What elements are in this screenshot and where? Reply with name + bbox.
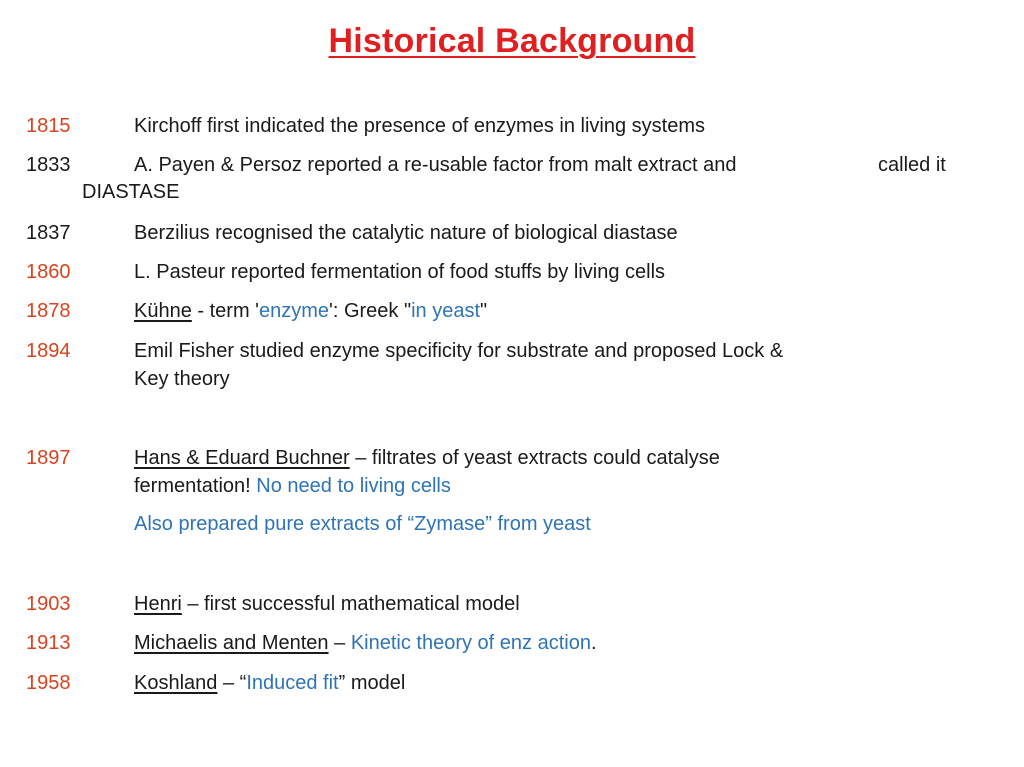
year-label: 1815	[26, 115, 71, 137]
highlight-text: Also prepared pure extracts of “Zymase” from yeast	[134, 513, 591, 535]
year-label: 1878	[26, 300, 71, 322]
highlight-text: No need to living cells	[256, 475, 451, 497]
text-segment: "	[480, 300, 488, 322]
highlight-text: Induced fit	[246, 672, 339, 694]
entry-text: L. Pasteur reported fermentation of food stuffs by living cells	[134, 261, 666, 283]
text-segment: .	[590, 632, 597, 654]
year-label: 1894	[26, 340, 71, 362]
text-segment: ': Greek "	[329, 300, 412, 322]
year-label: 1913	[26, 632, 71, 654]
entry-text	[134, 590, 520, 618]
year-label: 1833	[26, 154, 71, 176]
entry-text	[134, 444, 720, 472]
text-segment: - term '	[191, 300, 259, 322]
year-label: 1958	[26, 672, 71, 694]
text-segment: – first successful mathematical model	[181, 593, 520, 615]
year-label: 1903	[26, 593, 71, 615]
entry-text: Emil Fisher studied enzyme specificity for substrate and proposed Lock &	[134, 340, 784, 362]
highlight-text: in yeast	[411, 300, 481, 322]
year-label: 1860	[26, 261, 71, 283]
entry-text: A. Payen & Persoz reported a re-usable factor from malt extract and	[134, 154, 737, 176]
page-title: Historical Background	[328, 22, 696, 60]
scientist-name: Michaelis and Menten	[134, 632, 329, 654]
text-segment: fermentation!	[134, 475, 257, 497]
text-segment: –	[328, 632, 351, 654]
scientist-name: Kühne	[134, 300, 192, 322]
entry-text-right: called it	[878, 154, 946, 176]
entry-text	[134, 297, 487, 325]
entry-text: Berzilius recognised the catalytic nature of biological diastase	[134, 222, 678, 244]
entry-text	[134, 669, 405, 697]
entry-text-cont: DIASTASE	[82, 181, 180, 203]
year-label: 1837	[26, 222, 71, 244]
highlight-text: Kinetic theory of enz action	[350, 632, 591, 654]
scientist-name: Koshland	[134, 672, 218, 694]
entry-text-cont: Key theory	[134, 368, 230, 390]
scientist-name: Hans & Eduard Buchner	[134, 447, 350, 469]
year-label: 1897	[26, 447, 71, 469]
text-segment: ” model	[338, 672, 406, 694]
scientist-name: Henri	[134, 593, 182, 615]
highlight-text: enzyme	[259, 300, 330, 322]
entry-text-cont	[134, 472, 451, 500]
text-segment: – filtrates of yeast extracts could catalyse	[349, 447, 720, 469]
text-segment: – “	[217, 672, 247, 694]
entry-text	[134, 629, 597, 657]
entry-text: Kirchoff first indicated the presence of enzymes in living systems	[134, 115, 705, 137]
